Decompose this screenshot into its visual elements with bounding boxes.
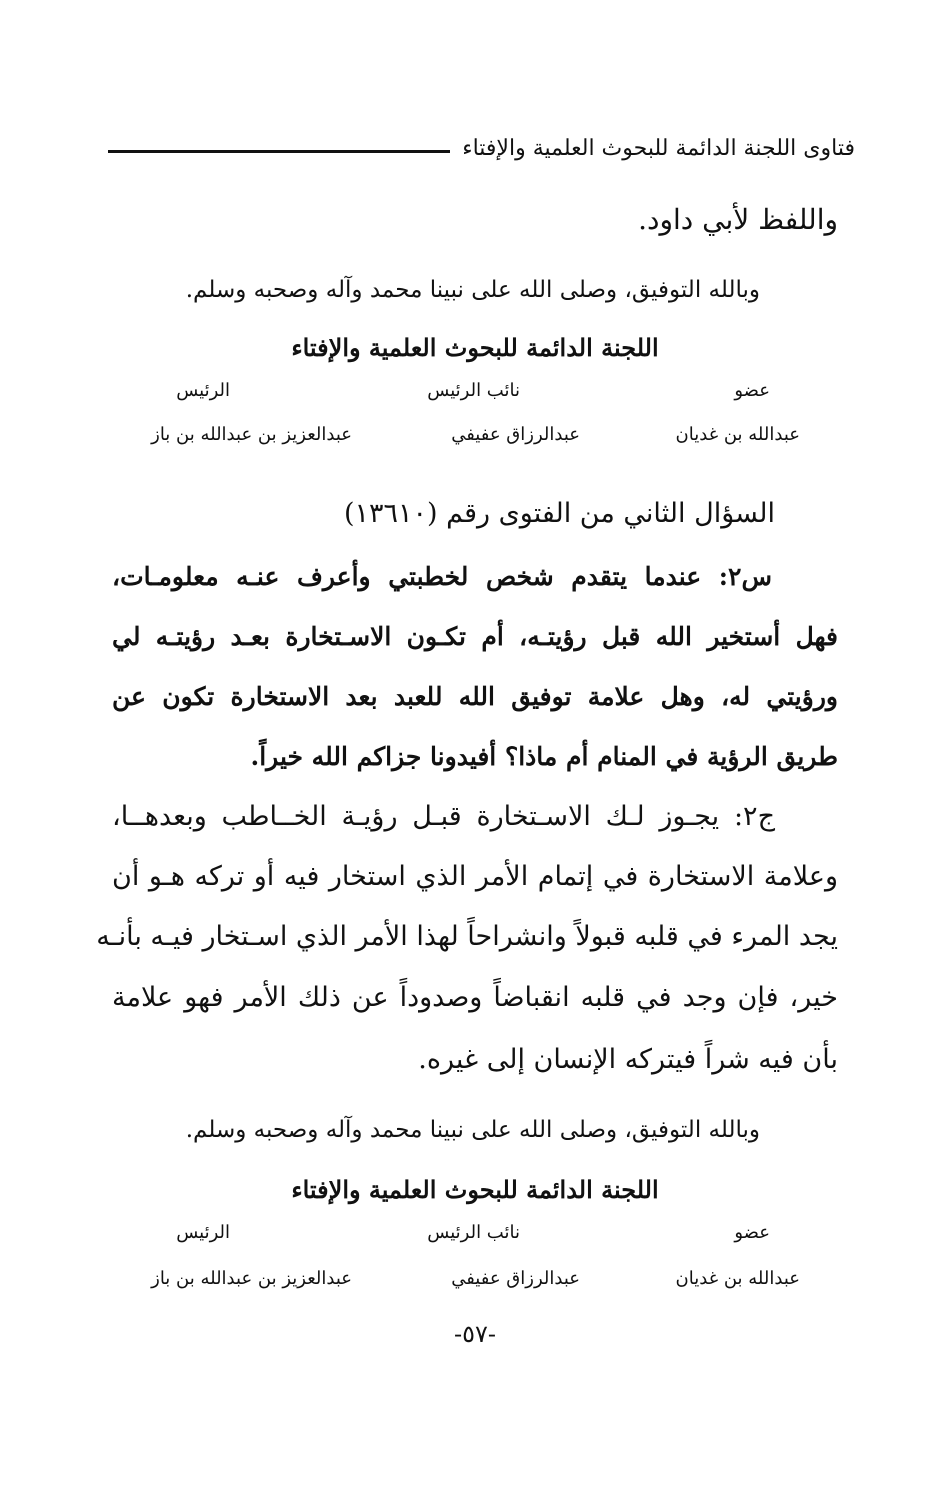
name-chairman: عبدالعزيز بن عبدالله بن باز (151, 424, 352, 445)
role-deputy: نائب الرئيس (427, 380, 520, 401)
role-chairman: الرئيس (176, 380, 230, 401)
name-member: عبدالله بن غديان (675, 424, 800, 445)
role-chairman: الرئيس (176, 1222, 230, 1243)
signature-names (130, 424, 800, 454)
name-member: عبدالله بن غديان (675, 1268, 800, 1289)
closing-line: وبالله التوفيق، وصلى الله على نبينا محمد وآله وصحبه وسلم. (185, 1117, 760, 1143)
role-member: عضو (734, 1222, 770, 1243)
signature-roles (130, 1222, 800, 1252)
committee-name: اللجنة الدائمة للبحوث العلمية والإفتاء (291, 1175, 659, 1204)
name-chairman: عبدالعزيز بن عبدالله بن باز (151, 1268, 352, 1289)
text-line: واللفظ لأبي داود. (638, 203, 838, 236)
signature-roles (130, 380, 800, 410)
role-deputy: نائب الرئيس (427, 1222, 520, 1243)
header-rule (108, 150, 450, 153)
question-line: طريق الرؤية في المنام أم ماذا؟ أفيدونا جزاكم الله خيراً. (250, 742, 838, 771)
header-title: فتاوى اللجنة الدائمة للبحوث العلمية والإفتاء (462, 135, 855, 161)
answer-line: وعلامة الاستخارة في إتمام الأمر الذي استخار فيه أو تركه هـو أن (112, 861, 838, 892)
committee-name: اللجنة الدائمة للبحوث العلمية والإفتاء (291, 333, 659, 362)
answer-line: يجد المرء في قلبه قبولاً وانشراحاً لهذا الأمر الذي اسـتخار فيـه بأنـه (96, 921, 838, 952)
answer-line: ج٢: يجـوز لـك الاسـتخارة قبـل رؤيـة الخــاطب وبعدهــا، (112, 801, 775, 832)
running-header (108, 128, 855, 168)
question-heading: السؤال الثاني من الفتوى رقم (١٣٦١٠) (343, 498, 775, 529)
answer-line: بأن فيه شراً فيتركه الإنسان إلى غيره. (418, 1044, 838, 1075)
signature-names (130, 1268, 800, 1298)
role-member: عضو (734, 380, 770, 401)
name-deputy: عبدالرزاق عفيفي (451, 1268, 580, 1289)
name-deputy: عبدالرزاق عفيفي (451, 424, 580, 445)
page-number: -٥٧- (454, 1320, 496, 1348)
closing-line: وبالله التوفيق، وصلى الله على نبينا محمد وآله وصحبه وسلم. (185, 277, 760, 303)
question-line: س٢: عندما يتقدم شخص لخطبتي وأعرف عنـه معلومـات، (112, 562, 772, 591)
question-line: ورؤيتي له، وهل علامة توفيق الله للعبد بعد الاستخارة تكون عن (112, 682, 838, 711)
answer-line: خير، فإن وجد في قلبه انقباضاً وصدوداً عن ذلك الأمر فهو علامة (112, 982, 838, 1013)
question-line: فهل أستخير الله قبل رؤيتـه، أم تكـون الاسـتخارة بعـد رؤيتـه لي (112, 622, 838, 651)
